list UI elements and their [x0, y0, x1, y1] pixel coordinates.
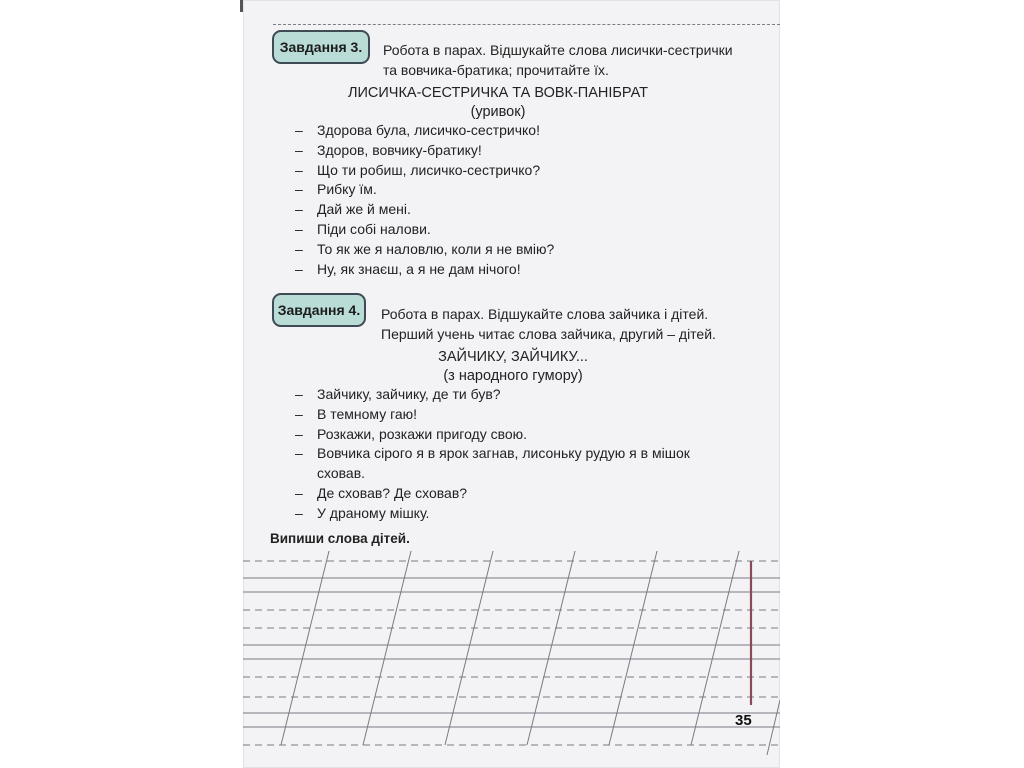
dialogue-line: – Вовчика сірого я в ярок загнав, лисоньку рудую я в мішок сховав.: [295, 444, 725, 484]
dialogue-line: – Зайчику, зайчику, де ти був?: [295, 385, 725, 405]
story-2-subtitle: (з народного гумору): [443, 368, 583, 384]
dialogue-line: – В темному гаю!: [295, 405, 725, 425]
textbook-page: [243, 0, 780, 768]
dialogue-line: – Здорова була, лисичко-сестричко!: [295, 121, 554, 141]
task-4-line-2: Перший учень читає слова зайчика, другий – дітей.: [381, 326, 716, 342]
dialogue-line: – Де сховав? Де сховав?: [295, 484, 725, 504]
dialogue-line: – Рибку їм.: [295, 180, 554, 200]
dialogue-line: – У драному мішку.: [295, 504, 725, 524]
writing-instruction: Випиши слова дітей.: [270, 531, 410, 546]
dialogue-line: – Що ти робиш, лисичко-сестричко?: [295, 161, 554, 181]
story-2-title: ЗАЙЧИКУ, ЗАЙЧИКУ...: [438, 349, 588, 365]
story-1-title: ЛИСИЧКА-СЕСТРИЧКА ТА ВОВК-ПАНІБРАТ: [347, 85, 649, 101]
task-4-line-1: Робота в парах. Відшукайте слова зайчика і дітей.: [381, 306, 709, 322]
dialogue-line: – Ну, як знаєш, а я не дам нічого!: [295, 260, 554, 280]
story-1-subtitle: (уривок): [470, 104, 526, 120]
dialogue-line: – Здоров, вовчику-братику!: [295, 141, 554, 161]
task-3-line-1: Робота в парах. Відшукайте слова лисички-сестрички: [383, 42, 733, 58]
task-3-badge: Завдання 3.: [272, 30, 370, 64]
dialogue-line: – Дай же й мені.: [295, 200, 554, 220]
dialogue-line: – Розкажи, розкажи пригоду свою.: [295, 425, 725, 445]
dialogue-line: – То як же я наловлю, коли я не вмію?: [295, 240, 554, 260]
page-number: 35: [735, 712, 752, 729]
task-4-badge: Завдання 4.: [272, 293, 366, 327]
task-3-line-2: та вовчика-братика; прочитайте їх.: [383, 62, 609, 78]
dialogue-line: – Піди собі налови.: [295, 220, 554, 240]
handwriting-lines: [243, 0, 780, 768]
